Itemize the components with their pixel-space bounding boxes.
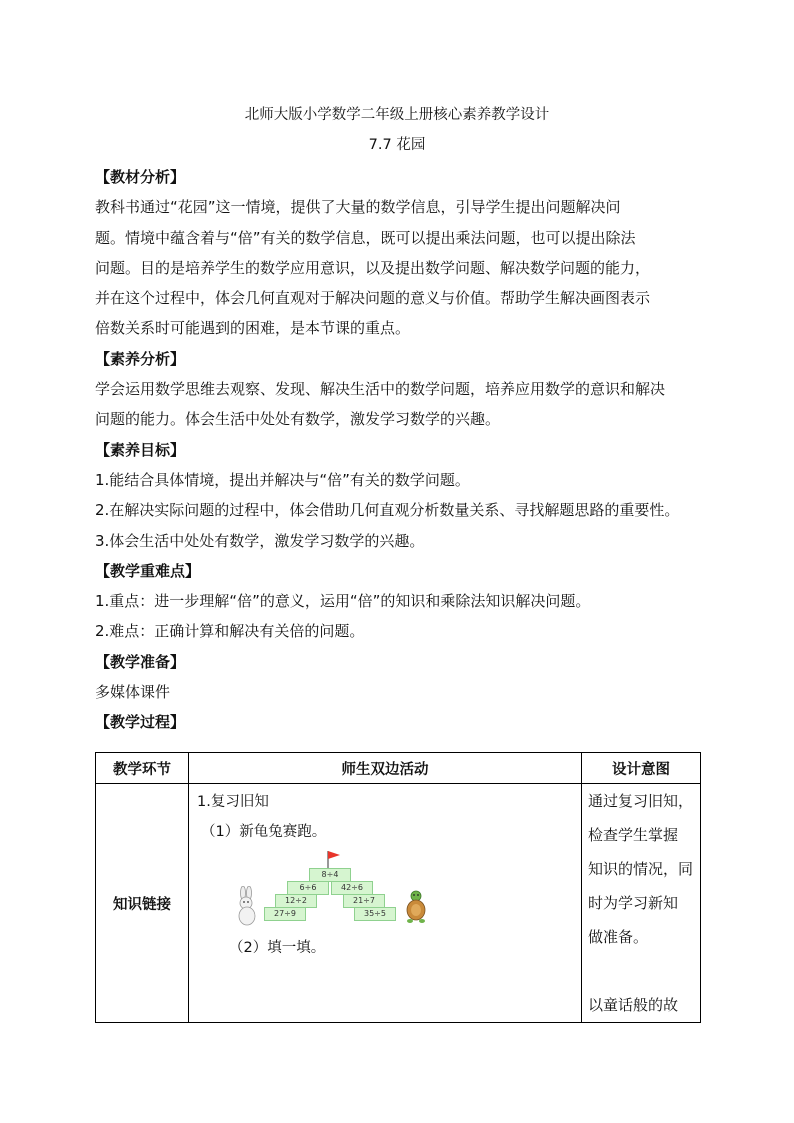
section-heading: 【素养分析】 <box>95 349 186 368</box>
preparation-item: 多媒体课件 <box>95 683 171 702</box>
activity-cell <box>189 784 582 1023</box>
teaching-process-table <box>95 752 701 1023</box>
goal-item: 3.体会生活中处处有数学，激发学习数学的兴趣。 <box>95 531 425 550</box>
column-header: 师生双边活动 <box>189 753 582 784</box>
pyramid-brick: 42÷6 <box>331 881 373 895</box>
paragraph-line: 并在这个过程中，体会几何直观对于解决问题的意义与价值。帮助学生解决画图表示 <box>95 289 651 308</box>
intent-line: 知识的情况，同 <box>588 860 694 878</box>
column-header: 设计意图 <box>582 753 701 784</box>
column-header: 教学环节 <box>96 753 189 784</box>
section-heading: 【教材分析】 <box>95 168 186 186</box>
pyramid-brick: 6÷6 <box>287 881 329 895</box>
document-body <box>95 162 705 738</box>
activity-subitem: （2）填一填。 <box>229 940 326 956</box>
key-point-item: 1.重点：进一步理解“倍”的意义，运用“倍”的知识和乘除法知识解决问题。 <box>95 592 591 611</box>
document-title: 北师大版小学数学二年级上册核心素养教学设计 <box>244 107 550 123</box>
intent-line: 以童话般的故 <box>588 996 679 1014</box>
table-row <box>96 784 701 1023</box>
pyramid-brick: 35÷5 <box>354 907 396 921</box>
section-heading: 【教学重难点】 <box>95 561 201 580</box>
paragraph-line: 题。情境中蕴含着与“倍”有关的数学信息，既可以提出乘法问题，也可以提出除法 <box>95 228 636 247</box>
stage-cell: 知识链接 <box>96 784 189 1023</box>
intent-line: 时为学习新知 <box>588 894 679 912</box>
rabbit-icon <box>234 886 260 926</box>
tortoise-hare-race-illustration <box>234 850 454 934</box>
activity-subitem: （1）新龟兔赛跑。 <box>201 824 327 840</box>
key-point-item: 2.难点：正确计算和解决有关倍的问题。 <box>95 622 365 641</box>
paragraph-line: 问题。目的是培养学生的数学应用意识，以及提出数学问题、解决数学问题的能力， <box>95 258 651 277</box>
goal-item: 1.能结合具体情境，提出并解决与“倍”有关的数学问题。 <box>95 470 470 489</box>
intent-line <box>588 954 694 988</box>
pyramid-brick: 21÷7 <box>343 894 385 908</box>
activity-item: 1.复习旧知 <box>197 794 269 810</box>
table-header-row <box>96 753 701 784</box>
section-heading: 【素养目标】 <box>95 440 186 459</box>
pyramid-brick: 8÷4 <box>309 868 351 882</box>
pyramid-brick: 12÷2 <box>275 894 317 908</box>
lesson-title: 7.7 花园 <box>368 137 426 153</box>
tortoise-icon <box>404 890 428 924</box>
paragraph-line: 问题的能力。体会生活中处处有数学，激发学习数学的兴趣。 <box>95 410 501 429</box>
paragraph-line: 教科书通过“花园”这一情境，提供了大量的数学信息，引导学生提出问题解决问 <box>95 198 621 217</box>
flag-icon <box>326 850 342 870</box>
section-heading: 【教学准备】 <box>95 652 186 671</box>
intent-line: 做准备。 <box>588 928 649 946</box>
paragraph-line: 学会运用数学思维去观察、发现、解决生活中的数学问题，培养应用数学的意识和解决 <box>95 380 666 399</box>
paragraph-line: 倍数关系时可能遇到的困难，是本节课的重点。 <box>95 319 411 338</box>
intent-line: 检查学生掌握 <box>588 826 679 844</box>
goal-item: 2.在解决实际问题的过程中，体会借助几何直观分析数量关系、寻找解题思路的重要性。 <box>95 501 680 520</box>
section-heading: 【教学过程】 <box>95 713 186 732</box>
design-intent-cell <box>582 784 701 1023</box>
pyramid-brick: 27÷9 <box>264 907 306 921</box>
intent-line: 通过复习旧知， <box>588 792 694 810</box>
